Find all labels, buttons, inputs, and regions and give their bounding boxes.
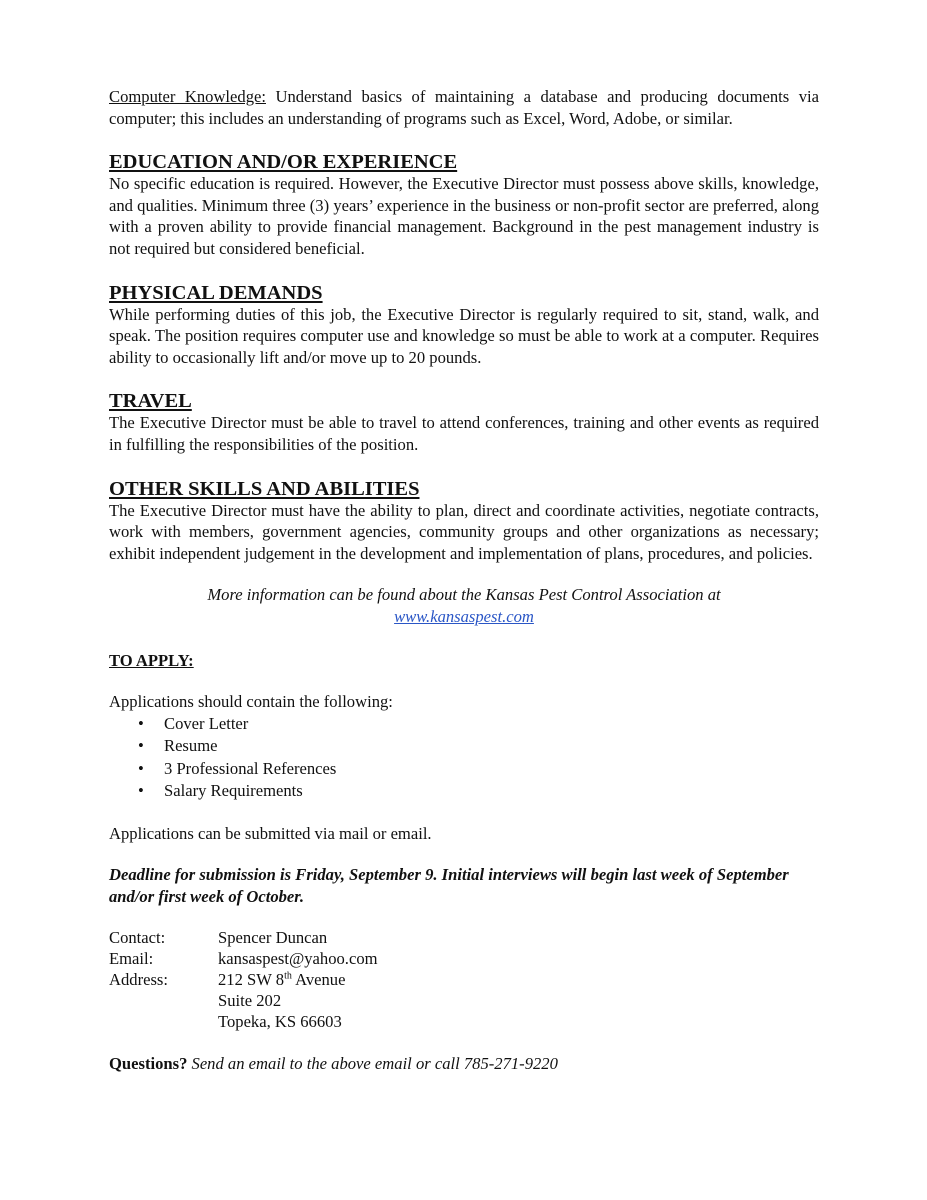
list-item-text: Resume (164, 736, 218, 756)
email-label: Email: (109, 949, 154, 969)
email-row (109, 948, 819, 969)
computer-knowledge-text: Understand basics of maintaining a database and producing documents via computer; this includes an understanding of programs such as Excel, Word, Adobe, or similar. (109, 87, 820, 128)
travel-body: The Executive Director must be able to travel to attend conferences, training and other events as required in fulfilling the responsibilities of the position. (109, 413, 819, 454)
physical-demands-section (109, 282, 819, 369)
list-item (109, 758, 819, 781)
address-label: Address: (109, 970, 168, 990)
education-heading: EDUCATION AND/OR EXPERIENCE (109, 151, 458, 174)
address-street-name: Avenue (291, 970, 346, 990)
computer-knowledge-paragraph (109, 86, 819, 129)
list-item-text: 3 Professional References (164, 758, 337, 778)
address-street-number: 212 SW 8 (218, 970, 285, 990)
list-item (109, 780, 819, 803)
questions-line (109, 1053, 819, 1075)
to-apply-heading: TO APPLY: (109, 650, 194, 670)
computer-knowledge-label: Computer Knowledge: (109, 87, 266, 106)
other-skills-heading: OTHER SKILLS AND ABILITIES (109, 477, 420, 500)
contact-name: Spencer Duncan (218, 928, 328, 948)
contact-row (109, 927, 819, 948)
address-row (109, 969, 819, 1032)
travel-heading: TRAVEL (109, 390, 192, 413)
address-value (218, 969, 345, 1032)
address-line-2: Suite 202 (218, 991, 282, 1011)
bullet-icon: • (138, 713, 144, 733)
contact-label: Contact: (109, 928, 166, 948)
questions-label: Questions? (109, 1054, 188, 1074)
deadline-notice: Deadline for submission is Friday, September 9. Initial interviews will begin last week of September and/or first week of October. (109, 865, 789, 906)
education-section (109, 151, 819, 259)
bullet-icon: • (138, 781, 144, 801)
applications-intro: Applications should contain the following: (109, 692, 393, 712)
application-requirements-list (109, 713, 819, 803)
list-item (109, 713, 819, 736)
list-item (109, 735, 819, 758)
bullet-icon: • (138, 736, 144, 756)
address-line-1 (218, 970, 345, 989)
email-address: kansaspest@yahoo.com (218, 949, 378, 969)
document-page (109, 86, 819, 1075)
submission-method: Applications can be submitted via mail or email. (109, 823, 432, 843)
contact-block (109, 927, 819, 1032)
travel-section (109, 390, 819, 455)
questions-text: Send an email to the above email or call 785-271-9220 (187, 1054, 558, 1074)
address-ordinal-suffix: th (284, 970, 292, 982)
list-item-text: Salary Requirements (164, 781, 303, 801)
more-info-text: More information can be found about the Kansas Pest Control Association at (207, 585, 721, 605)
address-line-3: Topeka, KS 66603 (218, 1012, 342, 1032)
physical-demands-body: While performing duties of this job, the Executive Director is regularly required to sit, stand, walk, and speak. The position requires computer use and knowledge so must be able to work at a computer. Requires ability to occasionally lift and/or move up to 20 pounds. (109, 304, 819, 367)
bullet-icon: • (138, 758, 144, 778)
education-body: No specific education is required. However, the Executive Director must possess above skills, knowledge, and qualities. Minimum three (3) years’ experience in the business or non-profit sector are preferred, along with a proven ability to provide financial management. Background in the pest management industry is not required but considered beneficial. (109, 174, 819, 258)
other-skills-body: The Executive Director must have the ability to plan, direct and coordinate activities, negotiate contracts, work with members, government agencies, community groups and other organizations as necessary; exhibit independent judgement in the development and implementation of plans, procedures, and policies. (109, 500, 819, 563)
kansaspest-website-link[interactable]: www.kansaspest.com (394, 606, 534, 626)
more-info-note (109, 584, 819, 627)
other-skills-section (109, 478, 819, 565)
physical-demands-heading: PHYSICAL DEMANDS (109, 281, 323, 304)
list-item-text: Cover Letter (164, 713, 249, 733)
